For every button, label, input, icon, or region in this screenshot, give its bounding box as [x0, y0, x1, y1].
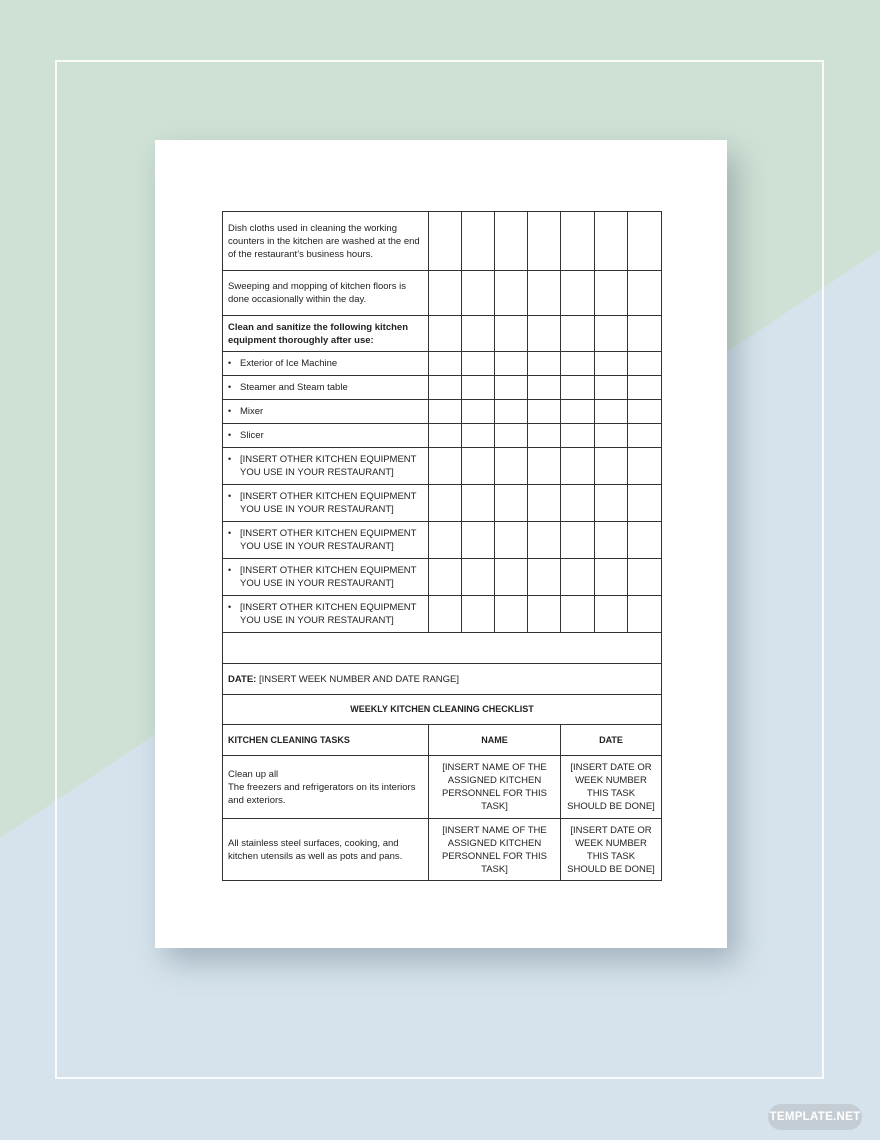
check-box[interactable]: [462, 400, 495, 424]
empty-cell: [223, 633, 662, 664]
check-box[interactable]: [495, 448, 528, 485]
check-box[interactable]: [495, 212, 528, 271]
check-box[interactable]: [528, 485, 561, 522]
check-box[interactable]: [495, 424, 528, 448]
table-row: [223, 485, 662, 522]
task-cell: [223, 485, 429, 522]
check-box[interactable]: [595, 448, 628, 485]
check-box[interactable]: [628, 212, 662, 271]
check-box[interactable]: [528, 448, 561, 485]
task-row: [223, 756, 662, 819]
task-line: Clean up all: [228, 768, 279, 780]
date-label: DATE:: [228, 673, 257, 685]
check-box[interactable]: [628, 485, 662, 522]
task-description-cell: [223, 756, 429, 819]
task-cell: [223, 424, 429, 448]
check-box[interactable]: [429, 485, 462, 522]
check-box[interactable]: [495, 400, 528, 424]
bullet-icon: •: [228, 528, 232, 538]
equipment-label: [INSERT OTHER KITCHEN EQUIPMENT YOU USE IN YOUR RESTAURANT]: [240, 491, 417, 515]
check-box[interactable]: [429, 376, 462, 400]
check-box[interactable]: [495, 376, 528, 400]
check-box[interactable]: [495, 316, 528, 352]
check-box[interactable]: [528, 212, 561, 271]
check-box[interactable]: [561, 316, 595, 352]
check-box[interactable]: [462, 316, 495, 352]
table-row: [223, 376, 662, 400]
section-heading-cell: Clean and sanitize the following kitchen equipment thoroughly after use:: [223, 316, 429, 352]
equipment-label: Exterior of Ice Machine: [240, 358, 338, 369]
check-box[interactable]: [462, 596, 495, 633]
check-box[interactable]: [561, 271, 595, 316]
table-row: [223, 424, 662, 448]
bullet-icon: •: [228, 406, 232, 416]
task-cell: [223, 400, 429, 424]
check-box[interactable]: [628, 400, 662, 424]
check-box[interactable]: [561, 596, 595, 633]
check-box[interactable]: [628, 522, 662, 559]
check-box[interactable]: [561, 522, 595, 559]
check-box[interactable]: [528, 596, 561, 633]
check-box[interactable]: [595, 522, 628, 559]
check-box[interactable]: [429, 400, 462, 424]
check-box[interactable]: [462, 352, 495, 376]
bullet-icon: •: [228, 565, 232, 575]
check-box[interactable]: [561, 400, 595, 424]
check-box[interactable]: [462, 212, 495, 271]
table-row: [223, 400, 662, 424]
date-range-value: [INSERT WEEK NUMBER AND DATE RANGE]: [256, 673, 460, 685]
check-box[interactable]: [595, 596, 628, 633]
title-row: [223, 695, 662, 725]
bullet-icon: •: [228, 491, 232, 501]
task-cell: Sweeping and mopping of kitchen floors is done occasionally within the day.: [223, 271, 429, 316]
task-cell: Dish cloths used in cleaning the working counters in the kitchen are washed at the end of the restaurant’s business hours.: [223, 212, 429, 271]
check-box[interactable]: [495, 559, 528, 596]
date-range-cell: [223, 664, 662, 695]
task-cell: [223, 376, 429, 400]
check-box[interactable]: [495, 596, 528, 633]
name-column-header: NAME: [429, 725, 561, 756]
check-box[interactable]: [462, 424, 495, 448]
check-box[interactable]: [595, 400, 628, 424]
equipment-label: [INSERT OTHER KITCHEN EQUIPMENT YOU USE IN YOUR RESTAURANT]: [240, 454, 417, 478]
check-box[interactable]: [595, 316, 628, 352]
spacer-row: [223, 633, 662, 664]
check-box[interactable]: [561, 352, 595, 376]
check-box[interactable]: [628, 559, 662, 596]
check-box[interactable]: [561, 376, 595, 400]
table-row: [223, 522, 662, 559]
bullet-icon: •: [228, 454, 232, 464]
check-box[interactable]: [495, 271, 528, 316]
check-box[interactable]: [462, 376, 495, 400]
assigned-name-cell: [INSERT NAME OF THE ASSIGNED KITCHEN PERSONNEL FOR THIS TASK]: [429, 819, 561, 881]
table-row: [223, 596, 662, 633]
check-box[interactable]: [462, 485, 495, 522]
check-box[interactable]: [528, 376, 561, 400]
check-box[interactable]: [429, 522, 462, 559]
check-box[interactable]: [628, 448, 662, 485]
check-box[interactable]: [429, 559, 462, 596]
check-box[interactable]: [429, 316, 462, 352]
task-cell: [223, 448, 429, 485]
table-row: [223, 316, 662, 352]
check-box[interactable]: [462, 271, 495, 316]
table-row: [223, 271, 662, 316]
check-box[interactable]: [495, 352, 528, 376]
check-box[interactable]: [429, 596, 462, 633]
check-box[interactable]: [595, 352, 628, 376]
task-description-cell: All stainless steel surfaces, cooking, and kitchen utensils as well as pots and pans.: [223, 819, 429, 881]
table-row: [223, 352, 662, 376]
check-box[interactable]: [561, 448, 595, 485]
check-box[interactable]: [429, 448, 462, 485]
check-box[interactable]: [528, 424, 561, 448]
check-box[interactable]: [595, 376, 628, 400]
check-box[interactable]: [528, 400, 561, 424]
template-net-watermark[interactable]: TEMPLATE.NET: [768, 1104, 862, 1130]
check-box[interactable]: [429, 352, 462, 376]
task-date-cell: [INSERT DATE OR WEEK NUMBER THIS TASK SHOULD BE DONE]: [561, 756, 662, 819]
equipment-label: [INSERT OTHER KITCHEN EQUIPMENT YOU USE IN YOUR RESTAURANT]: [240, 565, 417, 589]
equipment-label: Steamer and Steam table: [240, 382, 348, 393]
equipment-label: [INSERT OTHER KITCHEN EQUIPMENT YOU USE IN YOUR RESTAURANT]: [240, 528, 417, 552]
check-box[interactable]: [595, 212, 628, 271]
kitchen-cleaning-checklist-table: [222, 211, 662, 881]
bullet-icon: •: [228, 602, 232, 612]
task-cell: [223, 559, 429, 596]
weekly-checklist-title: WEEKLY KITCHEN CLEANING CHECKLIST: [223, 695, 662, 725]
task-line: The freezers and refrigerators on its interiors and exteriors.: [228, 781, 416, 806]
document-page: [155, 140, 727, 948]
check-box[interactable]: [628, 424, 662, 448]
check-box[interactable]: [528, 352, 561, 376]
task-cell: [223, 522, 429, 559]
check-box[interactable]: [628, 271, 662, 316]
task-date-cell: [INSERT DATE OR WEEK NUMBER THIS TASK SHOULD BE DONE]: [561, 819, 662, 881]
header-row: [223, 725, 662, 756]
check-box[interactable]: [462, 559, 495, 596]
check-box[interactable]: [528, 559, 561, 596]
check-box[interactable]: [429, 271, 462, 316]
check-box[interactable]: [561, 212, 595, 271]
check-box[interactable]: [595, 424, 628, 448]
equipment-label: [INSERT OTHER KITCHEN EQUIPMENT YOU USE IN YOUR RESTAURANT]: [240, 602, 417, 626]
bullet-icon: •: [228, 382, 232, 392]
tasks-column-header: KITCHEN CLEANING TASKS: [223, 725, 429, 756]
date-row: [223, 664, 662, 695]
check-box[interactable]: [561, 485, 595, 522]
check-box[interactable]: [628, 596, 662, 633]
table-row: [223, 559, 662, 596]
check-box[interactable]: [495, 522, 528, 559]
check-box[interactable]: [561, 559, 595, 596]
check-box[interactable]: [462, 522, 495, 559]
check-box[interactable]: [595, 559, 628, 596]
equipment-label: Slicer: [240, 430, 264, 441]
date-column-header: DATE: [561, 725, 662, 756]
check-box[interactable]: [628, 376, 662, 400]
check-box[interactable]: [462, 448, 495, 485]
task-row: [223, 819, 662, 881]
task-cell: [223, 352, 429, 376]
check-box[interactable]: [528, 522, 561, 559]
check-box[interactable]: [595, 485, 628, 522]
bullet-icon: •: [228, 430, 232, 440]
check-box[interactable]: [495, 485, 528, 522]
check-box[interactable]: [528, 271, 561, 316]
check-box[interactable]: [595, 271, 628, 316]
table-row: [223, 448, 662, 485]
table-row: [223, 212, 662, 271]
check-box[interactable]: [429, 212, 462, 271]
assigned-name-cell: [INSERT NAME OF THE ASSIGNED KITCHEN PERSONNEL FOR THIS TASK]: [429, 756, 561, 819]
check-box[interactable]: [628, 352, 662, 376]
equipment-label: Mixer: [240, 406, 264, 417]
check-box[interactable]: [528, 316, 561, 352]
task-cell: [223, 596, 429, 633]
check-box[interactable]: [429, 424, 462, 448]
bullet-icon: •: [228, 358, 232, 368]
check-box[interactable]: [561, 424, 595, 448]
check-box[interactable]: [628, 316, 662, 352]
